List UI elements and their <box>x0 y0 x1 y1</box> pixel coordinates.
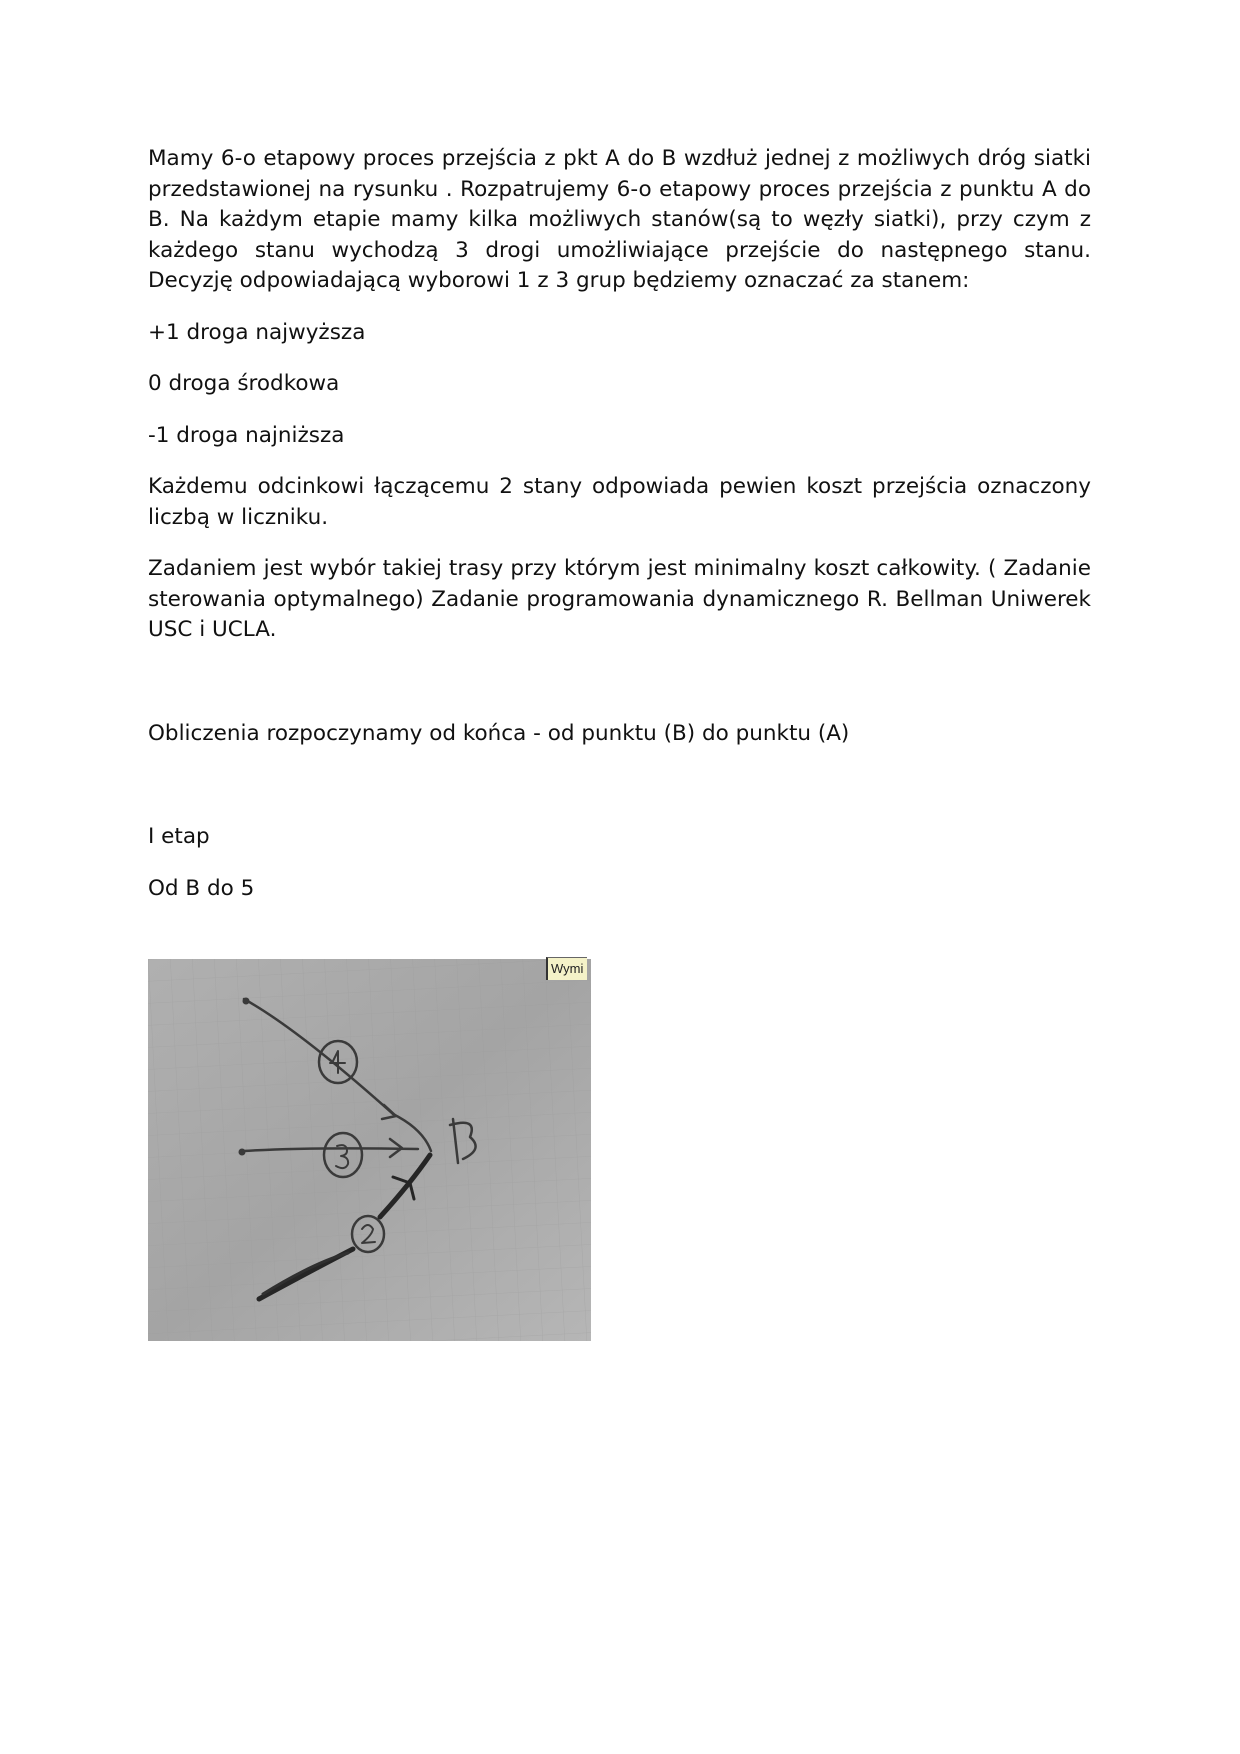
option-middle-line: 0 droga środkowa <box>148 371 340 396</box>
option-low-line: -1 droga najniższa <box>148 422 345 448</box>
stage-heading: I etap <box>148 824 210 849</box>
cost-paragraph: Każdemu odcinkowi łączącemu 2 stany odpowiada pewien koszt przejścia oznaczony liczbą w liczniku. <box>148 474 1091 530</box>
paper-grid <box>148 959 591 1341</box>
upper-start-dot <box>243 998 249 1004</box>
middle-start-dot <box>239 1149 245 1155</box>
caption-tag: Wymi <box>546 957 587 980</box>
handwritten-graph-photo <box>148 959 591 1341</box>
graph-sketch <box>148 959 591 1341</box>
route-line: Od B do 5 <box>148 875 255 901</box>
option-top-line: +1 droga najwyższa <box>148 319 366 345</box>
intro-paragraph: Mamy 6-o etapowy proces przejścia z pkt A do B wzdłuż jednej z możliwych dróg siatki przedstawionej na rysunku . Rozpatrujemy 6-o etapowy proces przejścia z punktu A do B. Na każdym etapie mamy kilka możliwych stanów(są to węzły siatki), przy czym z każdego stanu wychodzą 3 drogi umożliwiające przejście do następnego stanu. Decyzję odpowiadającą wyborowi 1 z 3 grup będziemy oznaczać za stanem: <box>148 146 1091 293</box>
document-body <box>148 144 1091 904</box>
task-paragraph: Zadaniem jest wybór takiej trasy przy którym jest minimalny koszt całkowity. ( Zadanie sterowania optymalnego) Zadanie programowania dynamicznego R. Bellman Uniwerek USC i UCLA. <box>148 556 1091 642</box>
calculation-line: Obliczenia rozpoczynamy od końca - od punktu (B) do punktu (A) <box>148 720 850 746</box>
